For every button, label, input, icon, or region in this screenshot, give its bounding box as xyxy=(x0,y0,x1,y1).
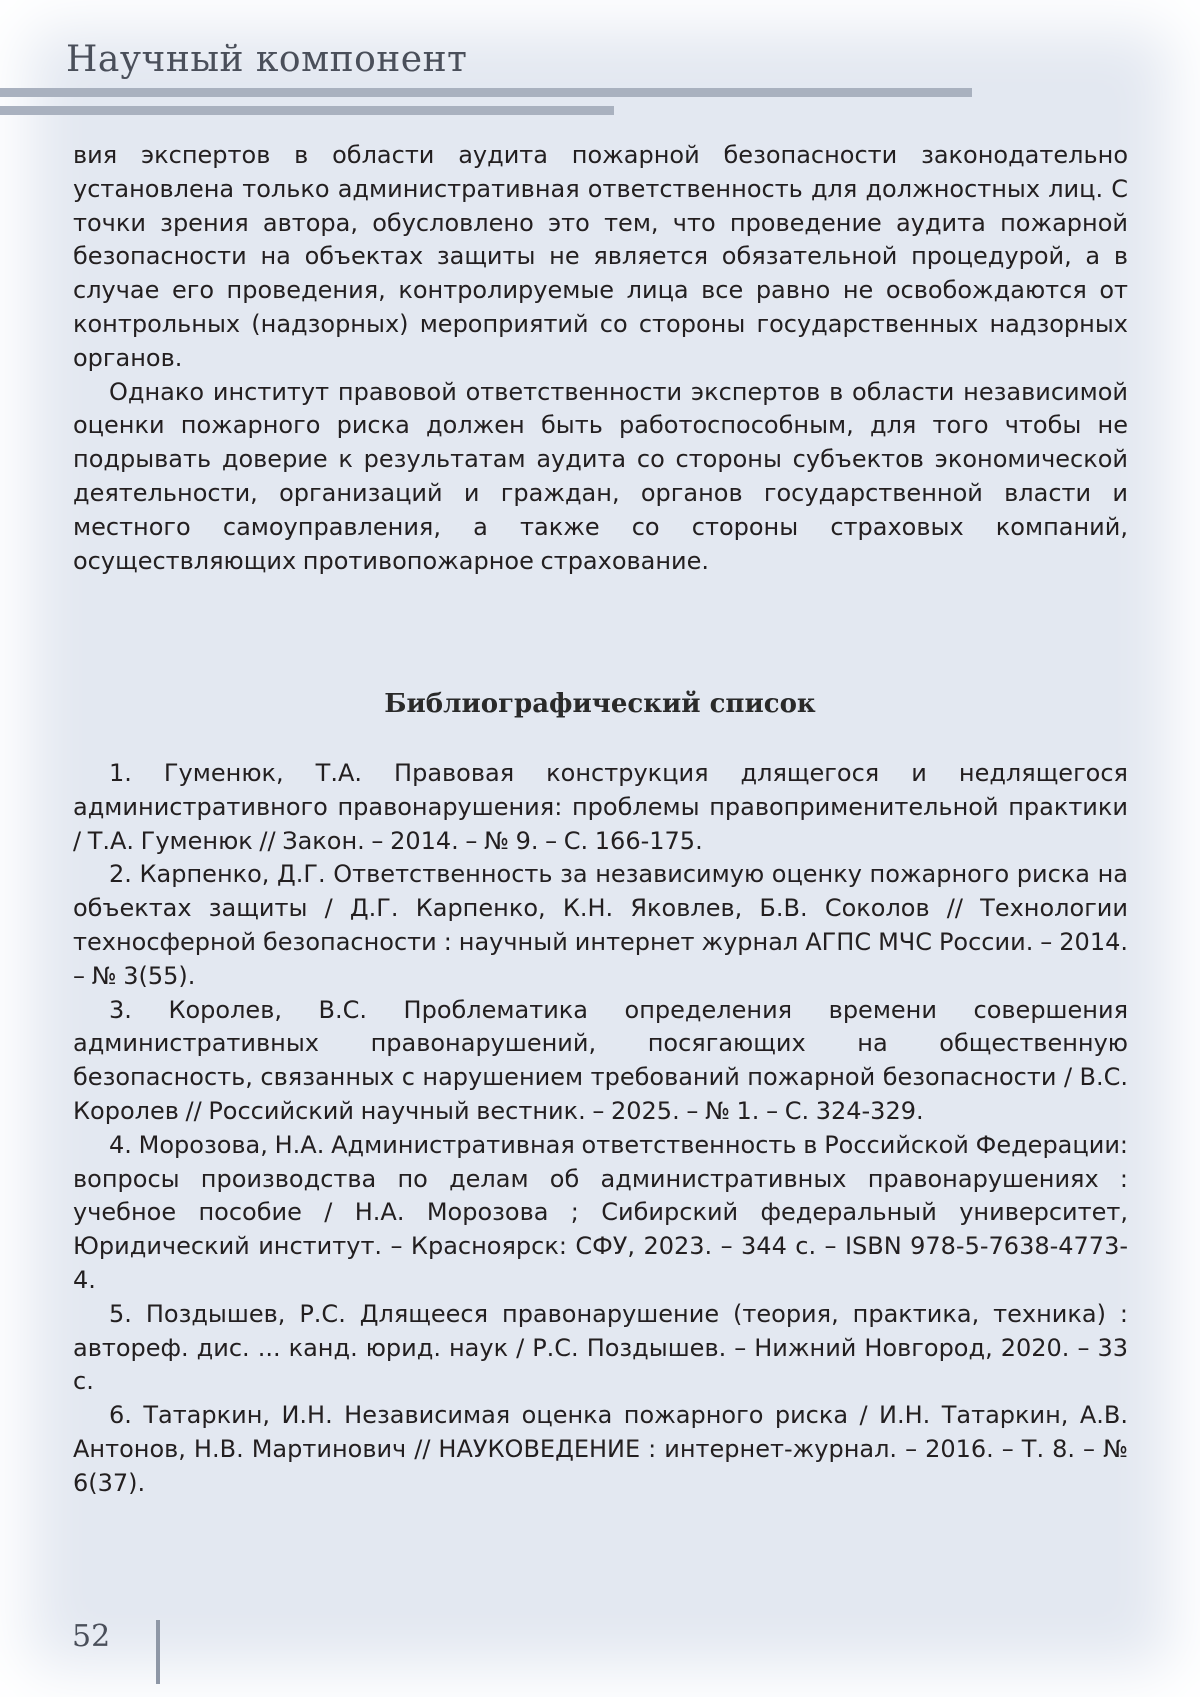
header-rule-bottom xyxy=(0,106,614,115)
page-number: 52 xyxy=(72,1617,110,1657)
header-rule-top xyxy=(0,88,972,97)
bibliography-item: 6. Татаркин, И.Н. Независимая оценка пожарного риска / И.Н. Татаркин, А.В. Антонов, Н.В. Мартинович // НАУКОВЕДЕНИЕ : интернет-журнал. – 2016. – Т. 8. – № 6(37). xyxy=(73,1399,1128,1500)
footer-divider xyxy=(156,1620,160,1684)
bibliography-item: 5. Поздышев, Р.С. Длящееся правонарушение (теория, практика, техника) : автореф. дис. ... канд. юрид. наук / Р.С. Поздышев. – Нижний Новгород, 2020. – 33 с. xyxy=(73,1298,1128,1399)
bibliography-list xyxy=(73,757,1128,1501)
body-paragraph: Однако институт правовой ответственности экспертов в области независимой оценки пожарного риска должен быть работоспособным, для того чтобы не подрывать доверие к результатам аудита со стороны субъектов экономической деятельности, организаций и граждан, органов государственной власти и местного самоуправления, а также со стороны страховых компаний, осуществляющих противопожарное страхование. xyxy=(73,376,1128,579)
section-title: Научный компонент xyxy=(66,36,467,84)
body-paragraph: вия экспертов в области аудита пожарной безопасности законодательно установлена только административная ответственность для должностных лиц. С точки зрения автора, обусловлено это тем, что проведение аудита пожарной безопасности на объектах защиты не является обязательной процедурой, а в случае его проведения, контролируемые лица все равно не освобождаются от контрольных (надзорных) мероприятий со стороны государственных надзорных органов. xyxy=(73,139,1128,376)
bibliography-item: 1. Гуменюк, Т.А. Правовая конструкция длящегося и недлящегося административного правонарушения: проблемы правоприменительной практики / Т.А. Гуменюк // Закон. – 2014. – № 9. – С. 166-175. xyxy=(73,757,1128,858)
bibliography-item: 4. Морозова, Н.А. Административная ответственность в Российской Федерации: вопросы производства по делам об административных правонарушениях : учебное пособие / Н.А. Морозова ; Сибирский федеральный университет, Юридический институт. – Красноярск: СФУ, 2023. – 344 с. – ISBN 978-5-7638-4773-4. xyxy=(73,1129,1128,1298)
bibliography-item: 2. Карпенко, Д.Г. Ответственность за независимую оценку пожарного риска на объектах защиты / Д.Г. Карпенко, К.Н. Яковлев, Б.В. Соколов // Технологии техносферной безопасности : научный интернет журнал АГПС МЧС России. – 2014. – № 3(55). xyxy=(73,858,1128,993)
bibliography-item: 3. Королев, В.С. Проблематика определения времени совершения административных правонарушений, посягающих на общественную безопасность, связанных с нарушением требований пожарной безопасности / В.С. Королев // Российский научный вестник. – 2025. – № 1. – С. 324-329. xyxy=(73,994,1128,1129)
bibliography-heading: Библиографический список xyxy=(0,684,1200,724)
article-body xyxy=(73,139,1128,578)
